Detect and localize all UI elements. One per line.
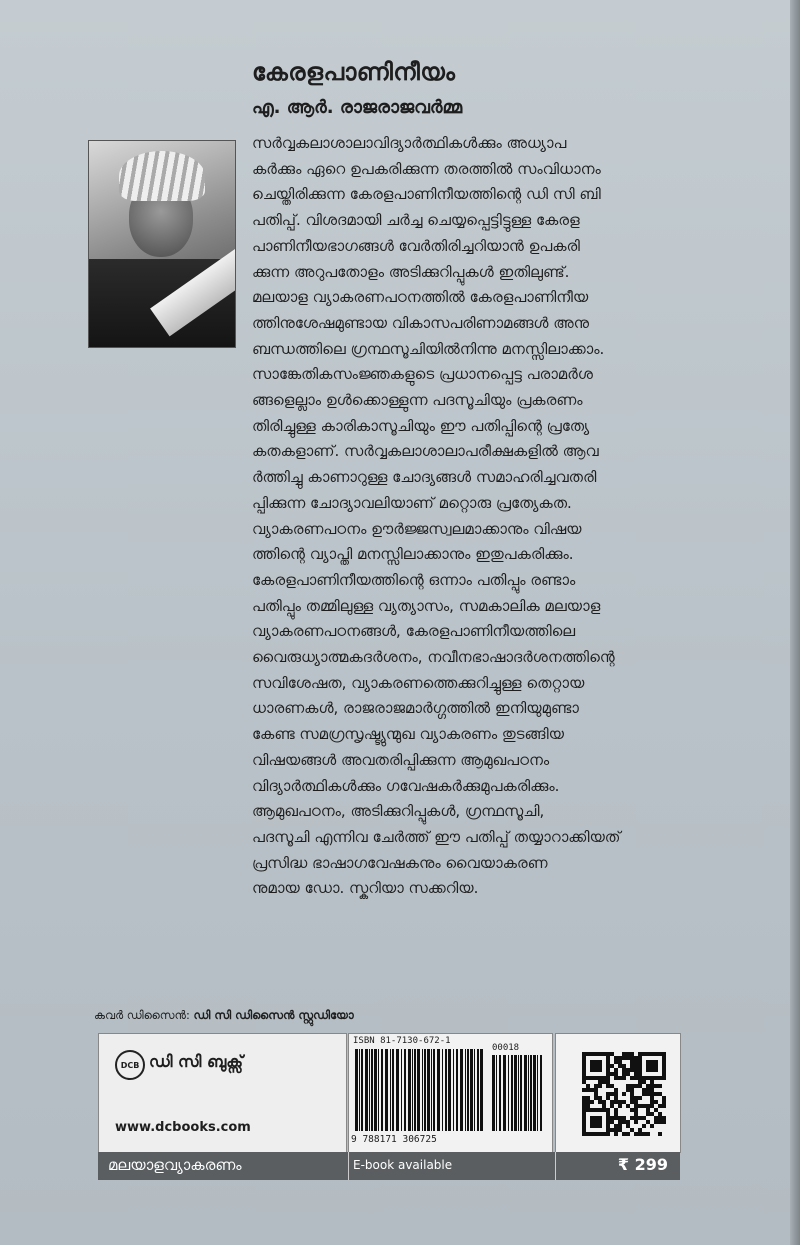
- description-line: പ്രസിദ്ധ ഭാഷാഗവേഷകനും വൈയാകരണ: [252, 853, 548, 872]
- ebook-availability: E-book available: [353, 1158, 453, 1172]
- description-line: ത്തിനുശേഷമുണ്ടായ വികാസപരിണാമങ്ങൾ അനു: [252, 313, 590, 332]
- book-title: കേരളപാണിനീയം: [252, 58, 456, 86]
- description-line: പതിപ്പ്. വിശദമായി ചർച്ച ചെയ്യപ്പെട്ടിട്ടുള്ള കേരള: [252, 211, 580, 230]
- description-line: വിദ്യാർത്ഥികൾക്കും ഗവേഷകർക്കുമുപകരിക്കും.: [252, 776, 560, 795]
- description-line: ബന്ധത്തിലെ ഗ്രന്ഥസൂചിയിൽനിന്നു മനസ്സിലാക്കാം.: [252, 339, 605, 358]
- description-line: ർത്തിച്ചു കാണാറുള്ള ചോദ്യങ്ങൾ സമാഹരിച്ചവതരി: [252, 468, 597, 487]
- description-line: കതകളാണ്. സർവ്വകലാശാലാപരീക്ഷകളിൽ ആവ: [252, 442, 599, 461]
- price-label: ₹ 299: [617, 1155, 668, 1174]
- description-line: കർക്കും ഏറെ ഉപകരിക്കുന്ന തരത്തിൽ സംവിധാനം: [252, 159, 601, 178]
- cover-design-value: ഡി സി ഡിസൈൻ സ്റ്റുഡിയോ: [193, 1008, 354, 1022]
- description-line: ആമുഖപഠനം, അടിക്കുറിപ്പുകൾ, ഗ്രന്ഥസൂചി,: [252, 802, 545, 821]
- description-line: സവിശേഷത, വ്യാകരണത്തെക്കുറിച്ചുള്ള തെറ്റായ: [252, 673, 585, 692]
- description-line: സർവ്വകലാശാലാവിദ്യാർത്ഥികൾക്കും അധ്യാപ: [252, 134, 567, 152]
- description-line: മലയാള വ്യാകരണപഠനത്തിൽ കേരളപാണിനീയ: [252, 288, 589, 307]
- description-line: പ്പിക്കുന്ന ചോദ്യാവലിയാണ് മറ്റൊരു പ്രത്യേകത.: [252, 493, 572, 512]
- cover-design-label: കവർ ഡിസൈൻ:: [94, 1008, 190, 1022]
- barcode-icon: [355, 1049, 485, 1131]
- description-line: വിഷയങ്ങൾ അവതരിപ്പിക്കുന്ന ആമുഖപഠനം: [252, 750, 550, 769]
- description-line: തിരിച്ചുള്ള കാരികാസൂചിയും ഈ പതിപ്പിന്റെ പ്രത്യേ: [252, 416, 590, 435]
- isbn-label: ISBN 81-7130-672-1: [353, 1036, 451, 1046]
- description-line: വ്യാകരണപഠനം ഊർജ്ജസ്വലമാക്കാനും വിഷയ: [252, 519, 582, 538]
- description-line: കേരളപാണിനീയത്തിന്റെ ഒന്നാം പതിപ്പും രണ്ടാം: [252, 570, 576, 589]
- description-line: പാണിനീയഭാഗങ്ങൾ വേർതിരിച്ചറിയാൻ ഉപകരി: [252, 236, 580, 255]
- description-line: ധാരണകൾ, രാജരാജമാർഗ്ഗത്തിൽ ഇനിയുമുണ്ടാ: [252, 699, 579, 718]
- description-line: നുമായ ഡോ. സ്കറിയാ സക്കറിയ.: [252, 879, 479, 898]
- publisher-name: ഡി സി ബുക്സ്: [149, 1052, 243, 1071]
- description-line: വ്യാകരണപഠനങ്ങൾ, കേരളപാണിനീയത്തിലെ: [252, 622, 576, 641]
- description-line: കേണ്ട സമഗ്രസൃഷ്ട്യുന്മുഖ വ്യാകരണം തുടങ്ങിയ: [252, 725, 565, 744]
- dc-books-logo-icon: DCB: [115, 1050, 145, 1080]
- book-description: [252, 131, 792, 902]
- qr-code-icon[interactable]: [582, 1052, 666, 1136]
- publisher-website[interactable]: www.dcbooks.com: [115, 1120, 251, 1135]
- description-line: ങ്ങളെല്ലാം ഉൾക്കൊള്ളുന്ന പദസൂചിയും പ്രകരണം: [252, 391, 583, 410]
- isbn-number: 9 788171 306725: [351, 1134, 437, 1145]
- subject-category: മലയാളവ്യാകരണം: [108, 1156, 242, 1174]
- description-line: പദസൂചി എന്നിവ ചേർത്ത് ഈ പതിപ്പ് തയ്യാറാക്കിയത്: [252, 827, 621, 846]
- description-line: ക്കുന്ന അറുപതോളം അടിക്കുറിപ്പുകൾ ഇതിലുണ്ട്.: [252, 262, 570, 281]
- description-line: പതിപ്പും തമ്മിലുള്ള വ്യത്യാസം, സമകാലിക മലയാള: [252, 596, 601, 615]
- book-author: എ. ആർ. രാജരാജവർമ്മ: [252, 97, 463, 118]
- author-portrait: [88, 140, 236, 348]
- description-line: വൈരുധ്യാത്മകദർശനം, നവീനഭാഷാദർശനത്തിന്റെ: [252, 648, 615, 667]
- barcode-addon-icon: [492, 1055, 544, 1131]
- description-line: ചെയ്തിരിക്കുന്ന കേരളപാണിനീയത്തിന്റെ ഡി സി ബി: [252, 185, 601, 204]
- barcode-addon: 00018: [492, 1043, 520, 1053]
- publisher-panel: [98, 1033, 347, 1153]
- description-line: സാങ്കേതികസംജ്ഞകളുടെ പ്രധാനപ്പെട്ട പരാമർശ: [252, 365, 593, 384]
- barcode-panel: [348, 1033, 553, 1153]
- footer-bar: [98, 1152, 680, 1180]
- qr-panel: [555, 1033, 681, 1153]
- description-line: ത്തിന്റെ വ്യാപ്തി മനസ്സിലാക്കാനും ഇതുപകരിക്കും.: [252, 545, 574, 564]
- cover-design-credit: [94, 1008, 354, 1023]
